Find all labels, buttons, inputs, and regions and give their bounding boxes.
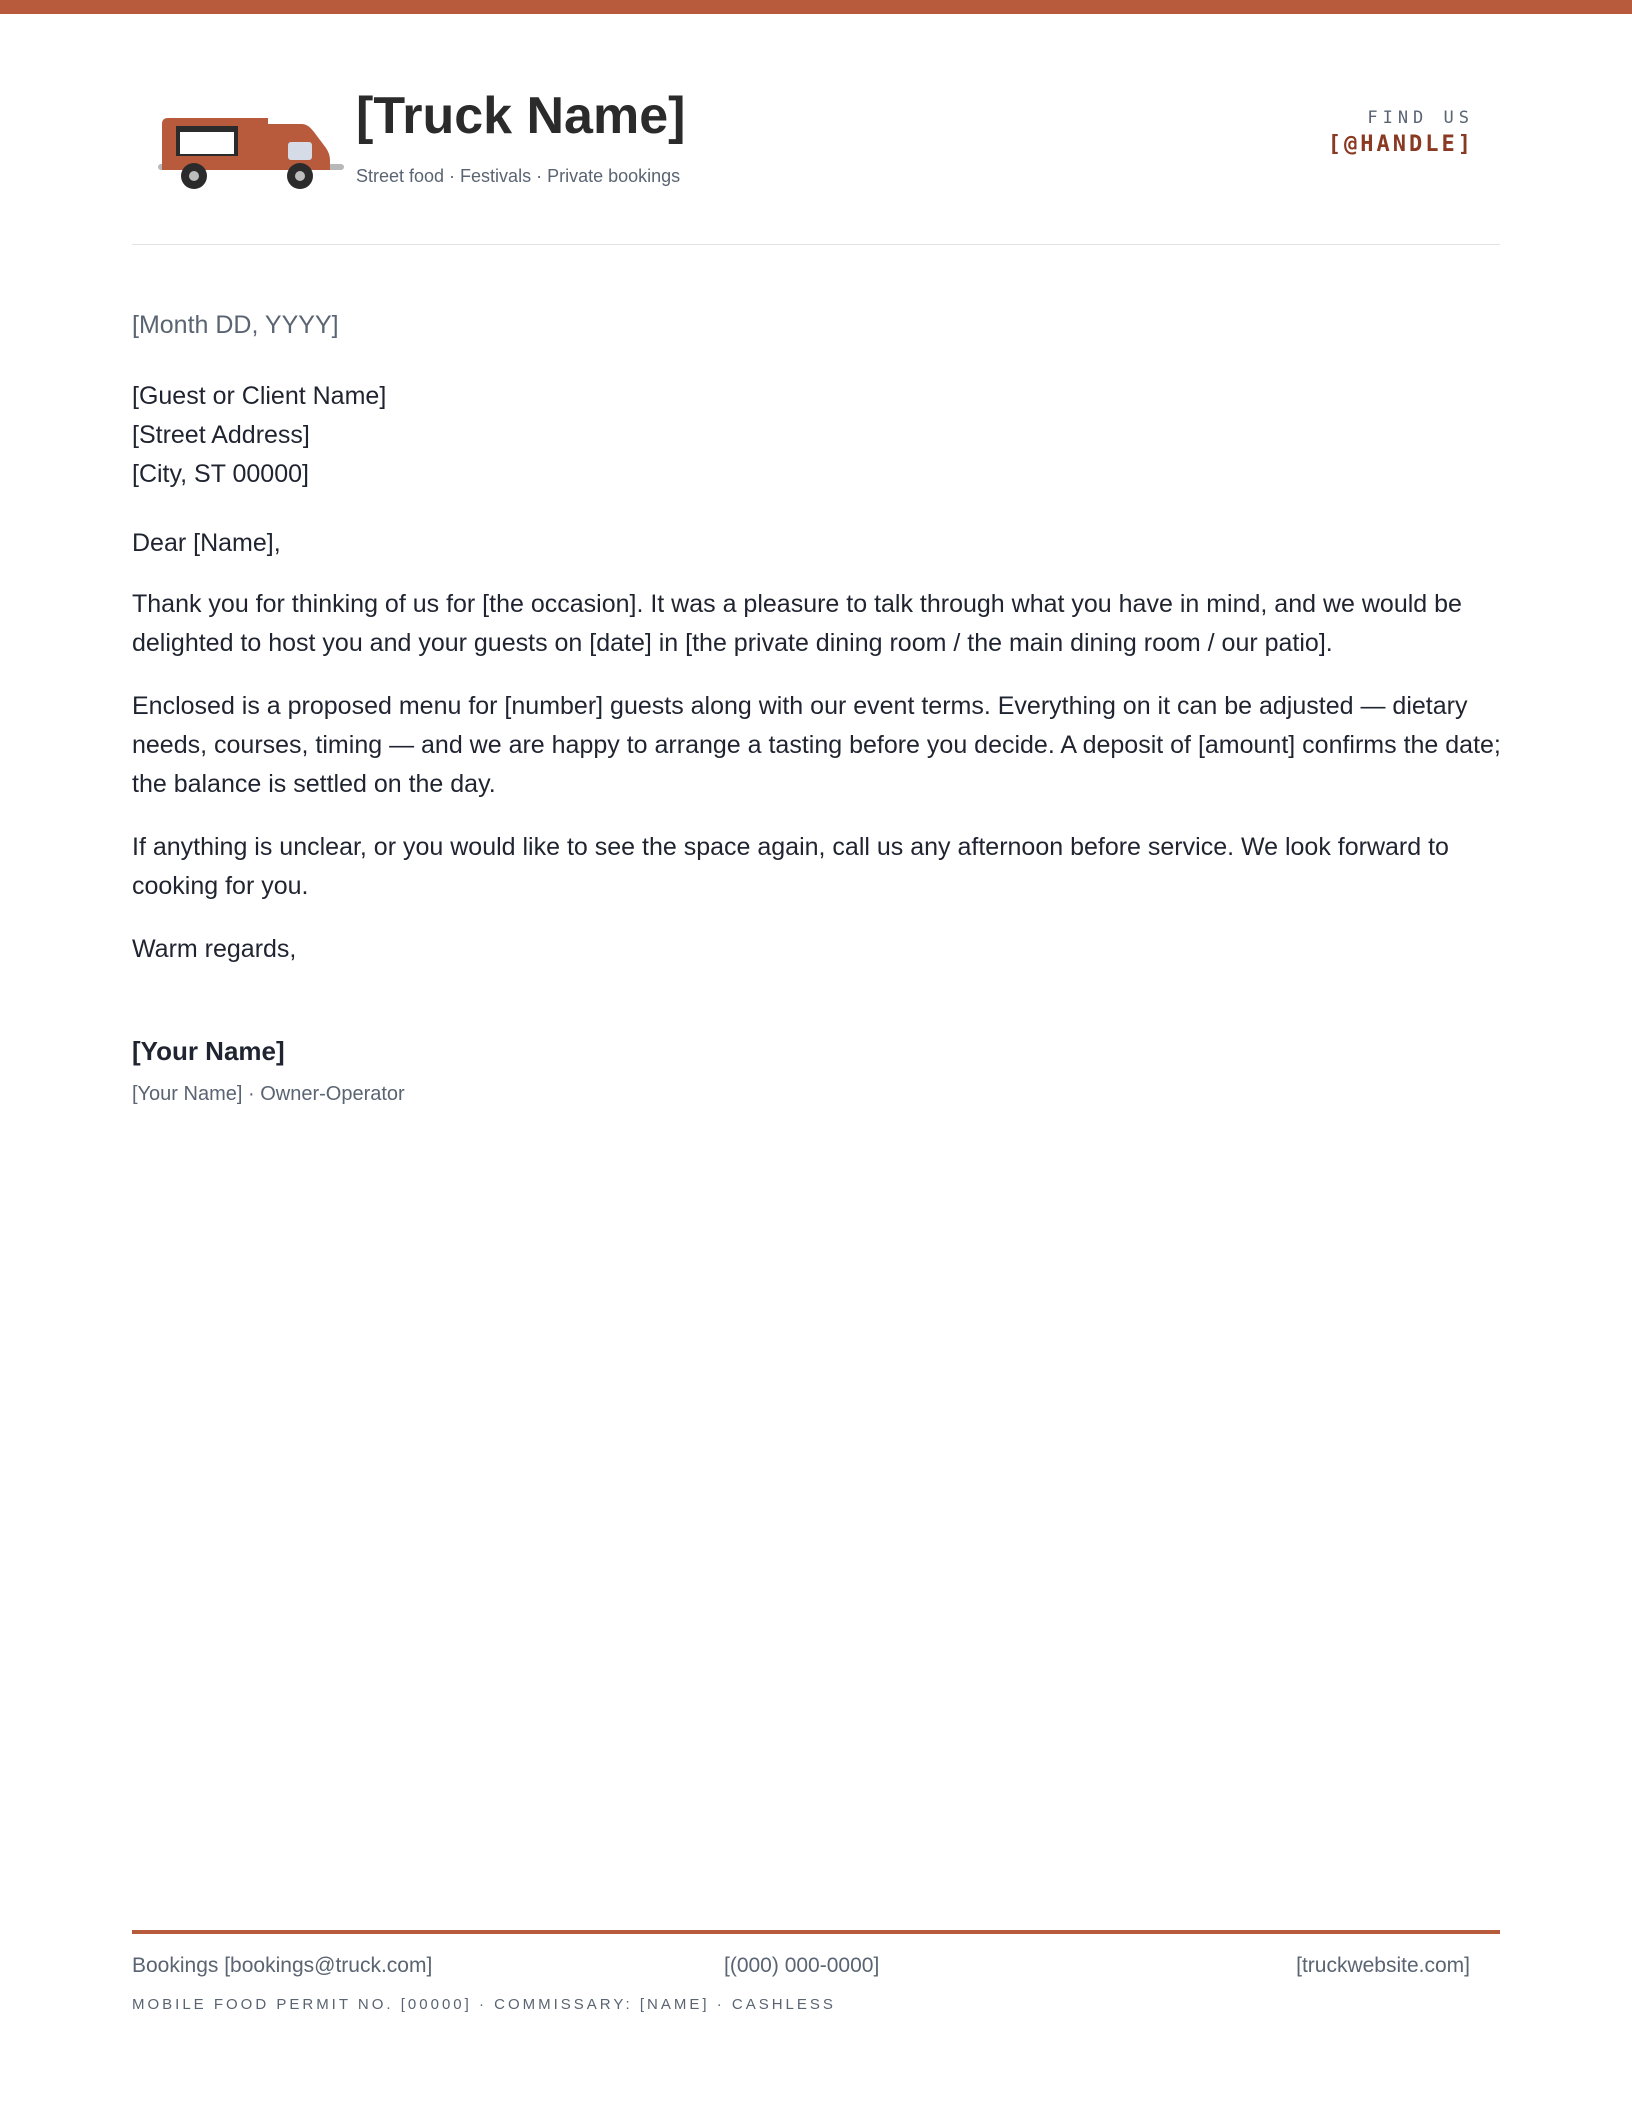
footer-website: [truckwebsite.com] — [1296, 1954, 1470, 1977]
find-us-block — [1328, 108, 1474, 157]
recipient-street: [Street Address] — [132, 421, 310, 449]
recipient-name: [Guest or Client Name] — [132, 382, 387, 410]
footer-divider — [132, 1930, 1500, 1934]
recipient-city: [City, ST 00000] — [132, 460, 309, 488]
footer-permit: MOBILE FOOD PERMIT NO. [00000] · COMMISSARY: [NAME] · CASHLESS — [132, 1996, 836, 2013]
letterhead — [132, 80, 1500, 200]
recipient-address — [132, 377, 1502, 494]
letter-date: [Month DD, YYYY] — [132, 311, 339, 339]
closing: Warm regards, — [132, 935, 297, 963]
footer-phone: [(000) 000-0000] — [724, 1954, 880, 1977]
signer-name: [Your Name] — [132, 1036, 285, 1066]
paragraph: Thank you for thinking of us for [the occasion]. It was a pleasure to talk through what you have in mind, and we would be delighted to host you and your guests on [date] in [the private dining room / the main dining room / our patio]. — [132, 590, 1462, 657]
tagline: Street food · Festivals · Private bookings — [356, 166, 681, 186]
salutation: Dear [Name], — [132, 529, 281, 557]
paragraph: Enclosed is a proposed menu for [number] guests along with our event terms. Everything on it can be adjusted — dietary needs, courses, timing — and we are happy to arrange a tasting before you decide. A deposit of [amount] confirms the date; the balance is settled on the day. — [132, 692, 1501, 798]
top-accent-bar — [0, 0, 1632, 14]
find-us-label: FIND US — [1367, 108, 1474, 128]
header-divider — [132, 244, 1500, 245]
footer-email: Bookings [bookings@truck.com] — [132, 1954, 433, 1977]
truck-name: [Truck Name] — [356, 87, 686, 145]
paragraph: If anything is unclear, or you would like to see the space again, call us any afternoon before service. We look forward to cooking for you. — [132, 833, 1449, 900]
food-truck-icon — [156, 98, 346, 208]
brand-block — [356, 84, 685, 187]
signer-title: [Your Name] · Owner-Operator — [132, 1083, 405, 1105]
social-handle: [@HANDLE] — [1327, 132, 1474, 157]
letter-body — [132, 306, 1502, 1114]
